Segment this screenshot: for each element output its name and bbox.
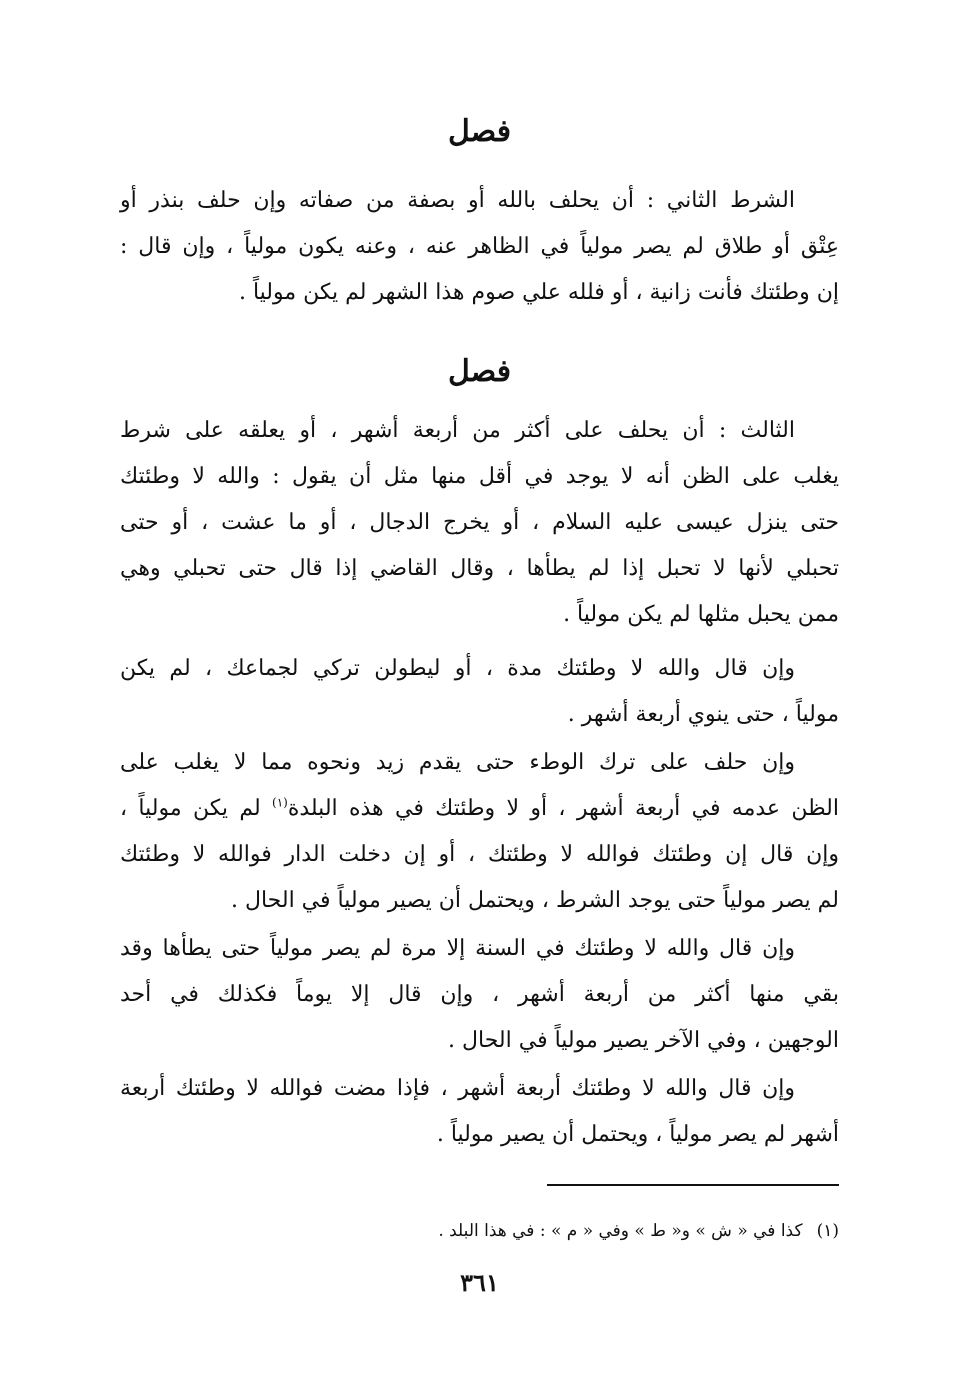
footnote xyxy=(120,1216,839,1246)
book-page xyxy=(120,0,839,1382)
text-segment: الظن عدمه في أربعة أشهر ، أو لا وطئتك في هذه البلدة xyxy=(287,796,839,821)
text-line: الثالث : أن يحلف على أكثر من أربعة أشهر ، أو يعلقه على شرط xyxy=(120,418,795,443)
paragraph xyxy=(120,646,839,738)
text-line: ممن يحبل مثلها لم يكن مولياً . xyxy=(563,602,839,627)
paragraph xyxy=(120,926,839,1064)
footnote-text: كذا في « ش » و« ط » وفي « م » : في هذا البلد . xyxy=(438,1221,803,1241)
text-line: حتى ينزل عيسى عليه السلام ، أو يخرج الدجال ، أو ما عشت ، أو حتى xyxy=(120,510,839,535)
text-line: بقي منها أكثر من أربعة أشهر ، وإن قال إلا يوماً فكذلك في أحد xyxy=(120,982,839,1007)
text-line: إن وطئتك فأنت زانية ، أو فلله علي صوم هذا الشهر لم يكن مولياً . xyxy=(238,280,839,305)
text-line xyxy=(120,786,839,832)
footnote-marker: (١) xyxy=(272,795,288,810)
text-segment: لم يكن مولياً ، xyxy=(120,796,272,821)
footnote-number: (١) xyxy=(816,1221,839,1241)
text-line: وإن قال إن وطئتك فوالله لا وطئتك ، أو إن دخلت الدار فوالله لا وطئتك xyxy=(120,842,839,867)
text-line: وإن حلف على ترك الوطء حتى يقدم زيد ونحوه مما لا يغلب على xyxy=(120,750,795,775)
text-line: عِتْق أو طلاق لم يصر مولياً في الظاهر عنه ، وعنه يكون مولياً ، وإن قال : xyxy=(120,234,839,259)
text-line: وإن قال والله لا وطئتك في السنة إلا مرة لم يصر مولياً حتى يطأها وقد xyxy=(120,936,795,961)
paragraph xyxy=(120,740,839,924)
text-line: الشرط الثاني : أن يحلف بالله أو بصفة من صفاته وإن حلف بنذر أو xyxy=(120,188,795,213)
text-line: لم يصر مولياً حتى يوجد الشرط ، ويحتمل أن يصير مولياً في الحال . xyxy=(231,888,839,913)
text-line: وإن قال والله لا وطئتك مدة ، أو ليطولن تركي لجماعك ، لم يكن xyxy=(120,656,795,681)
paragraph-condition-two xyxy=(120,178,839,316)
footnote-divider xyxy=(547,1184,839,1186)
text-line: مولياً ، حتى ينوي أربعة أشهر . xyxy=(567,702,839,727)
paragraph-condition-three xyxy=(120,408,839,638)
text-line: يغلب على الظن أنه لا يوجد في أقل منها مثل أن يقول : والله لا وطئتك xyxy=(120,464,839,489)
text-line: الوجهين ، وفي الآخر يصير مولياً في الحال . xyxy=(448,1028,839,1053)
text-line: أشهر لم يصر مولياً ، ويحتمل أن يصير مولياً . xyxy=(436,1122,839,1147)
text-line: تحبلي لأنها لا تحبل إذا لم يطأها ، وقال القاضي إذا قال حتى تحبلي وهي xyxy=(120,556,839,581)
section-heading: فصل xyxy=(447,114,512,149)
section-heading: فصل xyxy=(447,354,512,389)
text-line: وإن قال والله لا وطئتك أربعة أشهر ، فإذا مضت فوالله لا وطئتك أربعة xyxy=(120,1076,795,1101)
paragraph xyxy=(120,1066,839,1158)
page-number: ٣٦١ xyxy=(460,1268,499,1297)
